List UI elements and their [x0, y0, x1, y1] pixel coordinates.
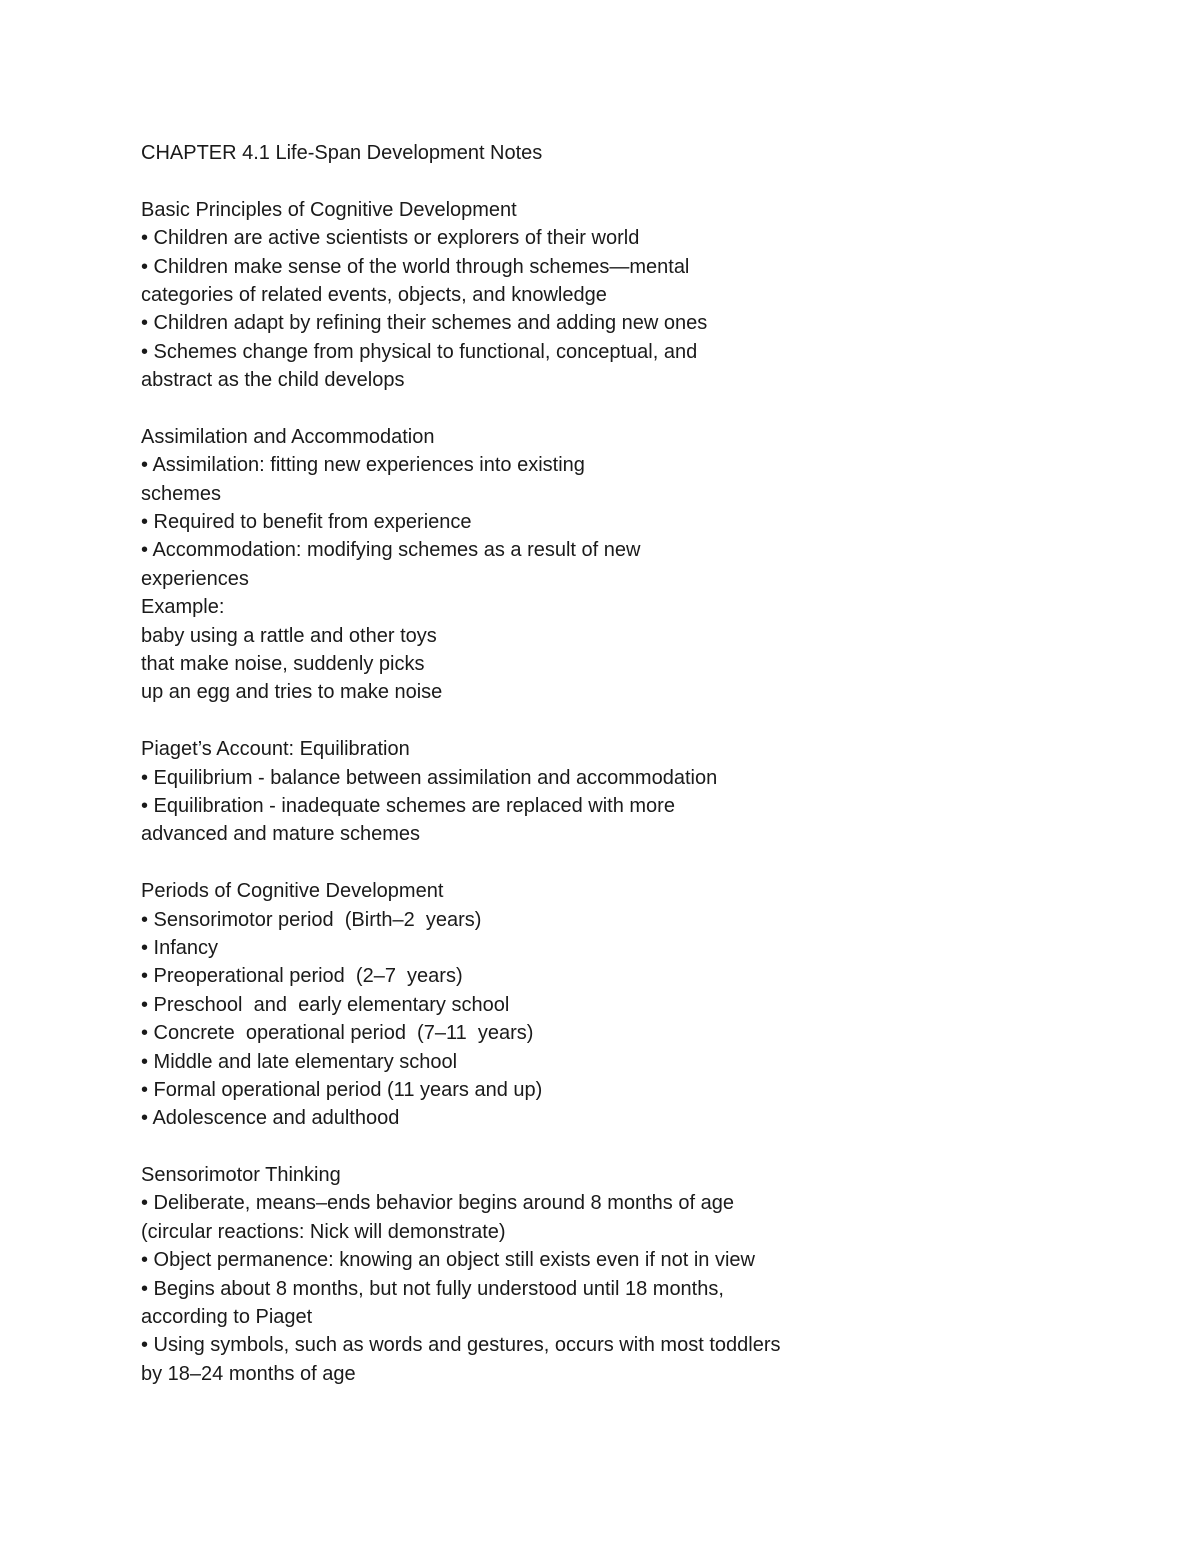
- bullet-line: • Sensorimotor period (Birth–2 years): [141, 908, 482, 931]
- bullet-line: • Children adapt by refining their schemes and adding new ones: [141, 312, 708, 335]
- bullet-line: • Adolescence and adulthood: [141, 1107, 400, 1130]
- bullet-line: • Object permanence: knowing an object still exists even if not in view: [141, 1249, 755, 1272]
- example-label: Example:: [141, 596, 225, 619]
- spacer: [141, 395, 1141, 423]
- bullet-line: • Formal operational period (11 years and up): [141, 1078, 543, 1101]
- bullet-line: • Accommodation: modifying schemes as a result of new: [141, 539, 641, 562]
- bullet-line: • Assimilation: fitting new experiences into existing: [141, 454, 585, 477]
- bullet-line: • Preoperational period (2–7 years): [141, 965, 463, 988]
- spacer: [141, 849, 1141, 877]
- text-line: experiences: [141, 567, 249, 590]
- bullet-line: • Preschool and early elementary school: [141, 993, 510, 1016]
- section-heading: Basic Principles of Cognitive Development: [141, 198, 517, 221]
- text-line: according to Piaget: [141, 1306, 313, 1329]
- text-line: by 18–24 months of age: [141, 1362, 356, 1385]
- bullet-line: • Equilibrium - balance between assimilation and accommodation: [141, 766, 718, 789]
- bullet-line: • Schemes change from physical to functional, conceptual, and: [141, 340, 698, 363]
- section-sensorimotor: [141, 1161, 1141, 1388]
- document-page: [141, 139, 1141, 1388]
- section-periods: [141, 877, 1141, 1133]
- text-line: abstract as the child develops: [141, 369, 405, 392]
- section-heading: Assimilation and Accommodation: [141, 425, 435, 448]
- bullet-line: • Begins about 8 months, but not fully understood until 18 months,: [141, 1277, 724, 1300]
- spacer: [141, 707, 1141, 735]
- spacer: [141, 167, 1141, 195]
- section-heading: Periods of Cognitive Development: [141, 880, 444, 903]
- spacer: [141, 1133, 1141, 1161]
- bullet-line: • Required to benefit from experience: [141, 511, 472, 534]
- bullet-line: • Equilibration - inadequate schemes are replaced with more: [141, 794, 675, 817]
- text-line: (circular reactions: Nick will demonstrate): [141, 1220, 506, 1243]
- bullet-line: • Children are active scientists or explorers of their world: [141, 227, 640, 250]
- bullet-line: • Middle and late elementary school: [141, 1050, 458, 1073]
- bullet-line: • Deliberate, means–ends behavior begins around 8 months of age: [141, 1192, 734, 1215]
- bullet-line: • Using symbols, such as words and gestures, occurs with most toddlers: [141, 1334, 781, 1357]
- bullet-line: • Children make sense of the world through schemes—mental: [141, 255, 690, 278]
- text-line: schemes: [141, 482, 222, 505]
- bullet-line: • Concrete operational period (7–11 years): [141, 1022, 534, 1045]
- bullet-line: • Infancy: [141, 936, 219, 959]
- text-line: that make noise, suddenly picks: [141, 653, 425, 676]
- text-line: baby using a rattle and other toys: [141, 624, 437, 647]
- text-line: up an egg and tries to make noise: [141, 681, 443, 704]
- section-basic-principles: [141, 196, 1141, 395]
- text-line: categories of related events, objects, and knowledge: [141, 283, 607, 306]
- section-equilibration: [141, 735, 1141, 849]
- text-line: advanced and mature schemes: [141, 823, 421, 846]
- section-assimilation-accommodation: [141, 423, 1141, 707]
- section-heading: Sensorimotor Thinking: [141, 1164, 341, 1187]
- section-heading: Piaget’s Account: Equilibration: [141, 738, 410, 761]
- document-title: CHAPTER 4.1 Life-Span Development Notes: [141, 142, 543, 164]
